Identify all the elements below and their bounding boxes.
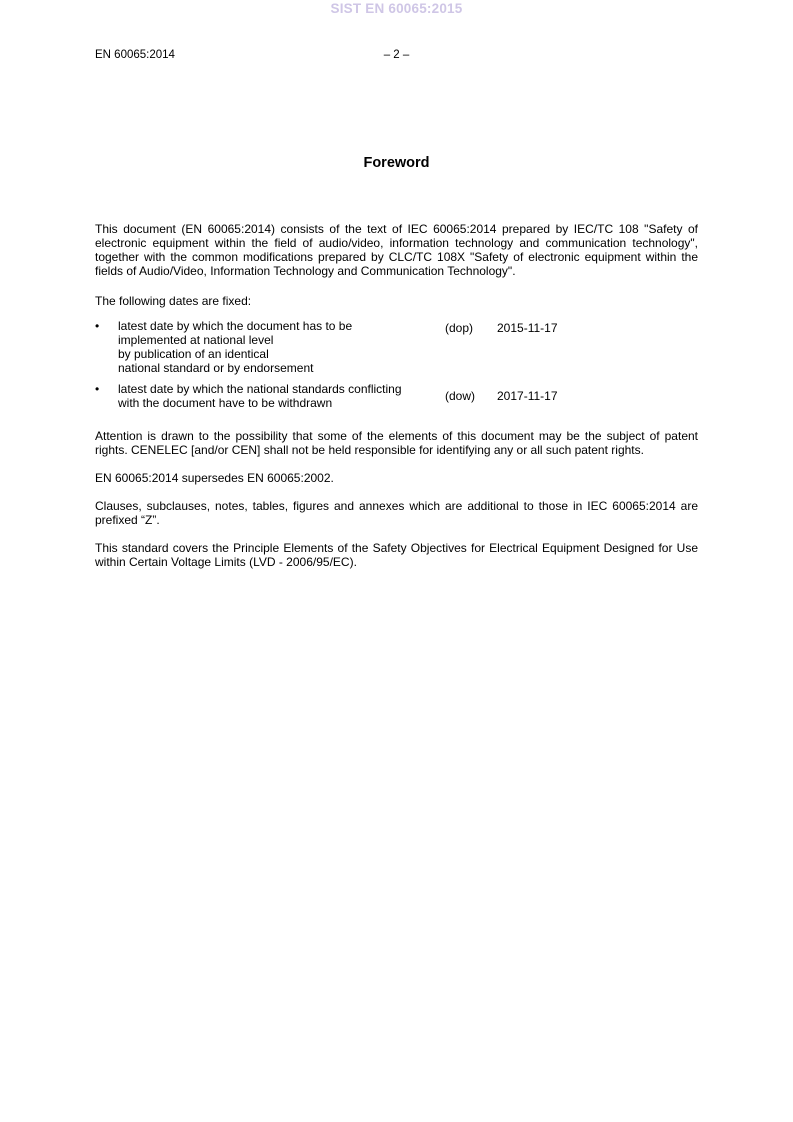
header-doc-id: EN 60065:2014: [95, 49, 175, 61]
dates-list: [95, 319, 698, 410]
attention-paragraph: Attention is drawn to the possibility that some of the elements of this document may be the subject of patent rights. CENELEC [and/or CEN] shall not be held responsible for identifying any or all such patent rights.: [95, 429, 698, 457]
covers-paragraph: This standard covers the Principle Elements of the Safety Objectives for Electrical Equipment Designed for Use within Certain Voltage Limits (LVD - 2006/95/EC).: [95, 541, 698, 569]
date-item-date: 2015-11-17: [497, 321, 558, 335]
date-item-dop: [95, 319, 698, 375]
date-item-dow: [95, 382, 698, 410]
date-item-description: latest date by which the document has to be implemented at national level by publication of an identical national standard or by endorsement: [118, 319, 353, 375]
date-item-code: (dow): [445, 389, 476, 403]
clauses-paragraph: Clauses, subclauses, notes, tables, figures and annexes which are additional to those in IEC 60065:2014 are prefixed “Z”.: [95, 499, 698, 527]
page-title: Foreword: [363, 155, 430, 171]
bullet-icon: •: [95, 382, 100, 396]
foreword-body: [95, 222, 698, 569]
bullet-icon: •: [95, 319, 100, 333]
date-item-date: 2017-11-17: [497, 389, 558, 403]
supersedes-paragraph: EN 60065:2014 supersedes EN 60065:2002.: [95, 471, 334, 485]
header-page-number: – 2 –: [383, 49, 410, 61]
watermark-banner: SIST EN 60065:2015: [330, 1, 463, 16]
date-item-code: (dop): [445, 321, 474, 335]
date-item-description: latest date by which the national standards conflicting with the document have to be withdrawn: [118, 382, 402, 410]
dates-fixed-paragraph: The following dates are fixed:: [95, 294, 252, 308]
intro-paragraph: This document (EN 60065:2014) consists of the text of IEC 60065:2014 prepared by IEC/TC 108 "Safety of electronic equipment within the field of audio/video, information technology and communication technology", together with the common modifications prepared by CLC/TC 108X "Safety of electronic equipment within the fields of Audio/Video, Information Technology and Communication Technology".: [95, 222, 698, 278]
